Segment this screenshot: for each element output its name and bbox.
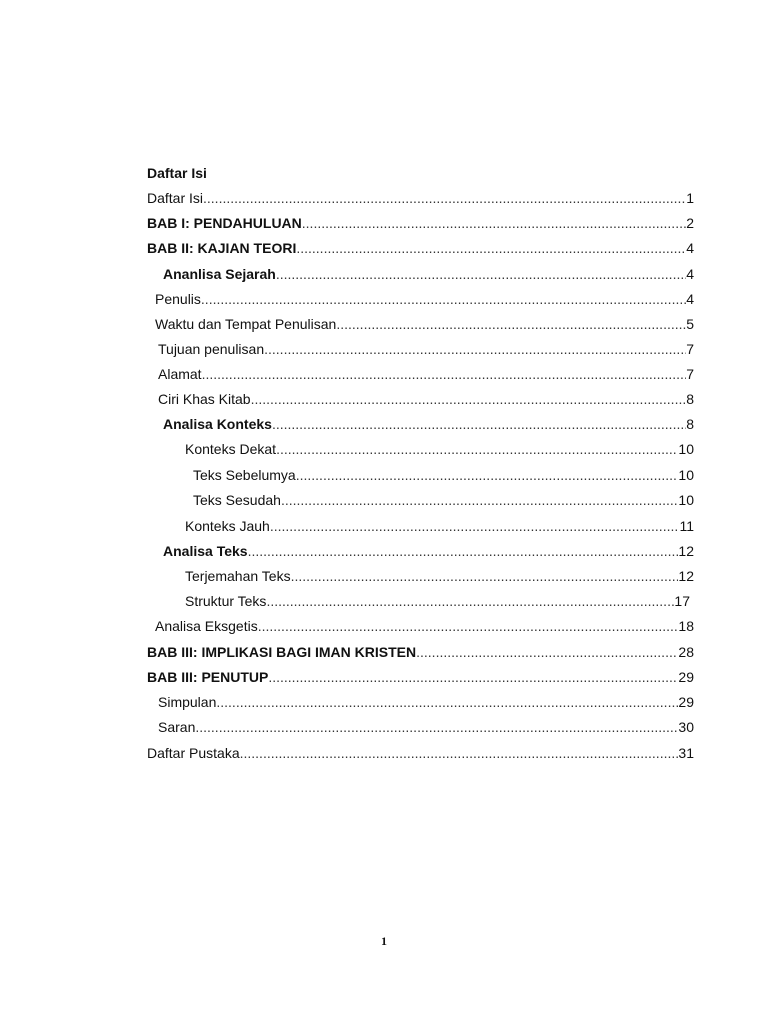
toc-dot-leader [416, 644, 678, 660]
toc-entry-page: 29 [678, 669, 694, 685]
toc-dot-leader [336, 316, 686, 332]
toc-entry-label: BAB I: PENDAHULUAN [147, 215, 302, 231]
toc-entry-page: 31 [678, 745, 694, 761]
toc-entry-page: 1 [686, 190, 694, 206]
toc-entry-page: 4 [686, 266, 694, 282]
toc-entry[interactable] [147, 669, 694, 685]
toc-entry-label: BAB III: PENUTUP [147, 669, 269, 685]
toc-dot-leader [276, 266, 686, 282]
toc-entry[interactable] [185, 518, 694, 534]
toc-entry-page: 7 [686, 341, 694, 357]
toc-entry[interactable] [147, 745, 694, 761]
toc-dot-leader [216, 694, 678, 710]
toc-entry-page: 18 [678, 618, 694, 634]
toc-dot-leader [240, 745, 679, 761]
toc-entry[interactable] [163, 266, 694, 282]
toc-entry-label: Analisa Eksgetis [155, 618, 258, 634]
toc-entry-label: Konteks Dekat [185, 441, 277, 457]
toc-entry-page: 12 [678, 568, 694, 584]
toc-entry-label: Analisa Teks [163, 543, 248, 559]
toc-entry[interactable] [193, 492, 694, 508]
toc-entry-label: Daftar Isi [147, 190, 204, 206]
toc-entry-label: Struktur Teks [185, 593, 267, 609]
toc-entry-page: 10 [678, 492, 694, 508]
toc-entry[interactable] [158, 694, 694, 710]
toc-entry-label: Terjemahan Teks [185, 568, 291, 584]
toc-dot-leader [272, 416, 686, 432]
toc-entry-page: 10 [678, 467, 694, 483]
toc-entry[interactable] [155, 291, 694, 307]
toc-entry-label: Simpulan [158, 694, 217, 710]
page-number: 1 [381, 934, 387, 948]
toc-entry-label: Ananlisa Sejarah [163, 266, 276, 282]
toc-dot-leader [251, 391, 687, 407]
toc-entry[interactable] [158, 366, 694, 382]
toc-dot-leader [296, 240, 686, 256]
toc-entry[interactable] [185, 593, 690, 609]
toc-entry-page: 10 [678, 441, 694, 457]
toc-entry-page: 17 [674, 593, 690, 609]
toc-dot-leader [248, 543, 679, 559]
toc-entry[interactable] [163, 416, 694, 432]
toc-entry-page: 8 [686, 391, 694, 407]
toc-entry[interactable] [193, 467, 694, 483]
toc-dot-leader [203, 190, 686, 206]
toc-dot-leader [195, 719, 678, 735]
toc-entry-label: Analisa Konteks [163, 416, 272, 432]
toc-dot-leader [266, 593, 674, 609]
toc-entry-page: 12 [678, 543, 694, 559]
toc-dot-leader [264, 341, 686, 357]
toc-entry-page: 4 [686, 240, 694, 256]
toc-entry-label: Tujuan penulisan [158, 341, 265, 357]
toc-entry-label: BAB II: KAJIAN TEORI [147, 240, 297, 256]
toc-entry-label: Konteks Jauh [185, 518, 270, 534]
toc-dot-leader [201, 291, 686, 307]
toc-entry-page: 30 [678, 719, 694, 735]
toc-dot-leader [276, 441, 678, 457]
toc-dot-leader [302, 215, 686, 231]
toc-entry[interactable] [155, 316, 694, 332]
toc-entry[interactable] [158, 391, 694, 407]
toc-entry[interactable] [158, 719, 694, 735]
toc-entry-page: 28 [678, 644, 694, 660]
toc-entry-label: Saran [158, 719, 196, 735]
toc-entry[interactable] [185, 441, 694, 457]
toc-dot-leader [281, 492, 678, 508]
toc-entry-page: 2 [686, 215, 694, 231]
toc-entry-label: Alamat [158, 366, 202, 382]
toc-entry-label: Teks Sebelumya [193, 467, 296, 483]
toc-entry[interactable] [185, 568, 694, 584]
toc-entry[interactable] [163, 543, 694, 559]
toc-dot-leader [291, 568, 679, 584]
toc-entry-page: 7 [686, 366, 694, 382]
toc-entry[interactable] [147, 190, 694, 206]
toc-dot-leader [296, 467, 679, 483]
toc-dot-leader [202, 366, 687, 382]
toc-entry-page: 8 [686, 416, 694, 432]
toc-entry-page: 29 [678, 694, 694, 710]
toc-entry-label: Penulis [155, 291, 201, 307]
toc-entry[interactable] [155, 618, 694, 634]
toc-entry[interactable] [158, 341, 694, 357]
toc-entry-page: 11 [679, 518, 694, 534]
toc-entry-label: Teks Sesudah [193, 492, 281, 508]
toc-entry[interactable] [147, 644, 694, 660]
toc-entry-label: Waktu dan Tempat Penulisan [155, 316, 337, 332]
toc-dot-leader [258, 618, 679, 634]
toc-entry-label: BAB III: IMPLIKASI BAGI IMAN KRISTEN [147, 644, 417, 660]
toc-entry-page: 5 [686, 316, 694, 332]
toc-dot-leader [268, 669, 678, 685]
page-title: Daftar Isi [147, 165, 207, 181]
toc-dot-leader [270, 518, 680, 534]
toc-entry-label: Daftar Pustaka [147, 745, 240, 761]
toc-entry[interactable] [147, 215, 694, 231]
toc-entry[interactable] [147, 240, 694, 256]
toc-entry-label: Ciri Khas Kitab [158, 391, 251, 407]
toc-entry-page: 4 [686, 291, 694, 307]
